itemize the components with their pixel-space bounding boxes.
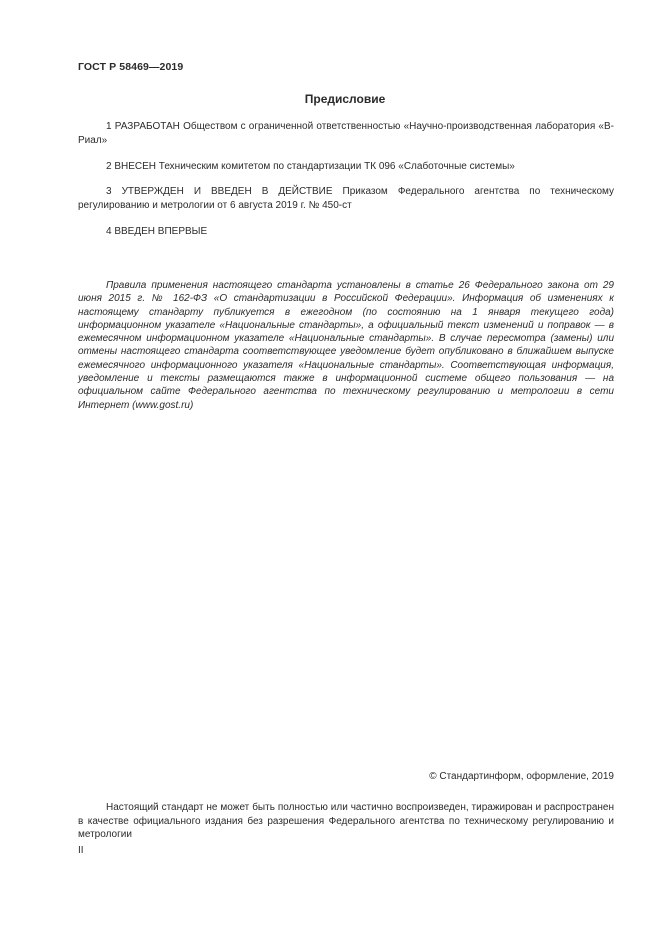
copyright-line: © Стандартинформ, оформление, 2019 xyxy=(429,771,614,782)
preface-item-4: 4 ВВЕДЕН ВПЕРВЫЕ xyxy=(106,226,208,237)
reproduction-rights-text: Настоящий стандарт не может быть полностью или частично воспроизведен, тиражирован и распространен в качестве официального издания без разрешения Федерального агентства по техническому регулированию и метрологии xyxy=(78,802,614,840)
preface-item-1: 1 РАЗРАБОТАН Обществом с ограниченной ответственностью «Научно-производственная лаборатория «В-Риал» xyxy=(78,121,614,146)
preface-item-2: 2 ВНЕСЕН Техническим комитетом по стандартизации ТК 096 «Слаботочные системы» xyxy=(106,161,515,172)
application-rules-notice: Правила применения настоящего стандарта установлены в статье 26 Федерального закона от 29 июня 2015 г. № 162-ФЗ «О стандартизации в Российской Федерации». Информация об изменениях к настоящему стандарту публикуется в ежегодном (по состоянию на 1 января текущего года) информационном указателе «Национальные стандарты», а официальный текст изменений и поправок — в ежемесячном информационном указателе «Национальные стандарты». В случае пересмотра (замены) или отмены настоящего стандарта соответствующее уведомление будет опубликовано в ближайшем выпуске ежемесячного информационного указателя «Национальные стандарты». Соответствующая информация, уведомление и тексты размещаются также в информационной системе общего пользования — на официальном сайте Федерального агентства по техническому регулированию и метрологии в сети Интернет (www.gost.ru) xyxy=(78,280,614,411)
preface-item-3: 3 УТВЕРЖДЕН И ВВЕДЕН В ДЕЙСТВИЕ Приказом Федерального агентства по техническому регулированию и метрологии от 6 августа 2019 г. № 450-ст xyxy=(78,186,614,211)
page-title: Предисловие xyxy=(304,92,386,106)
document-code: ГОСТ Р 58469—2019 xyxy=(78,61,184,73)
page-number: II xyxy=(78,845,84,856)
